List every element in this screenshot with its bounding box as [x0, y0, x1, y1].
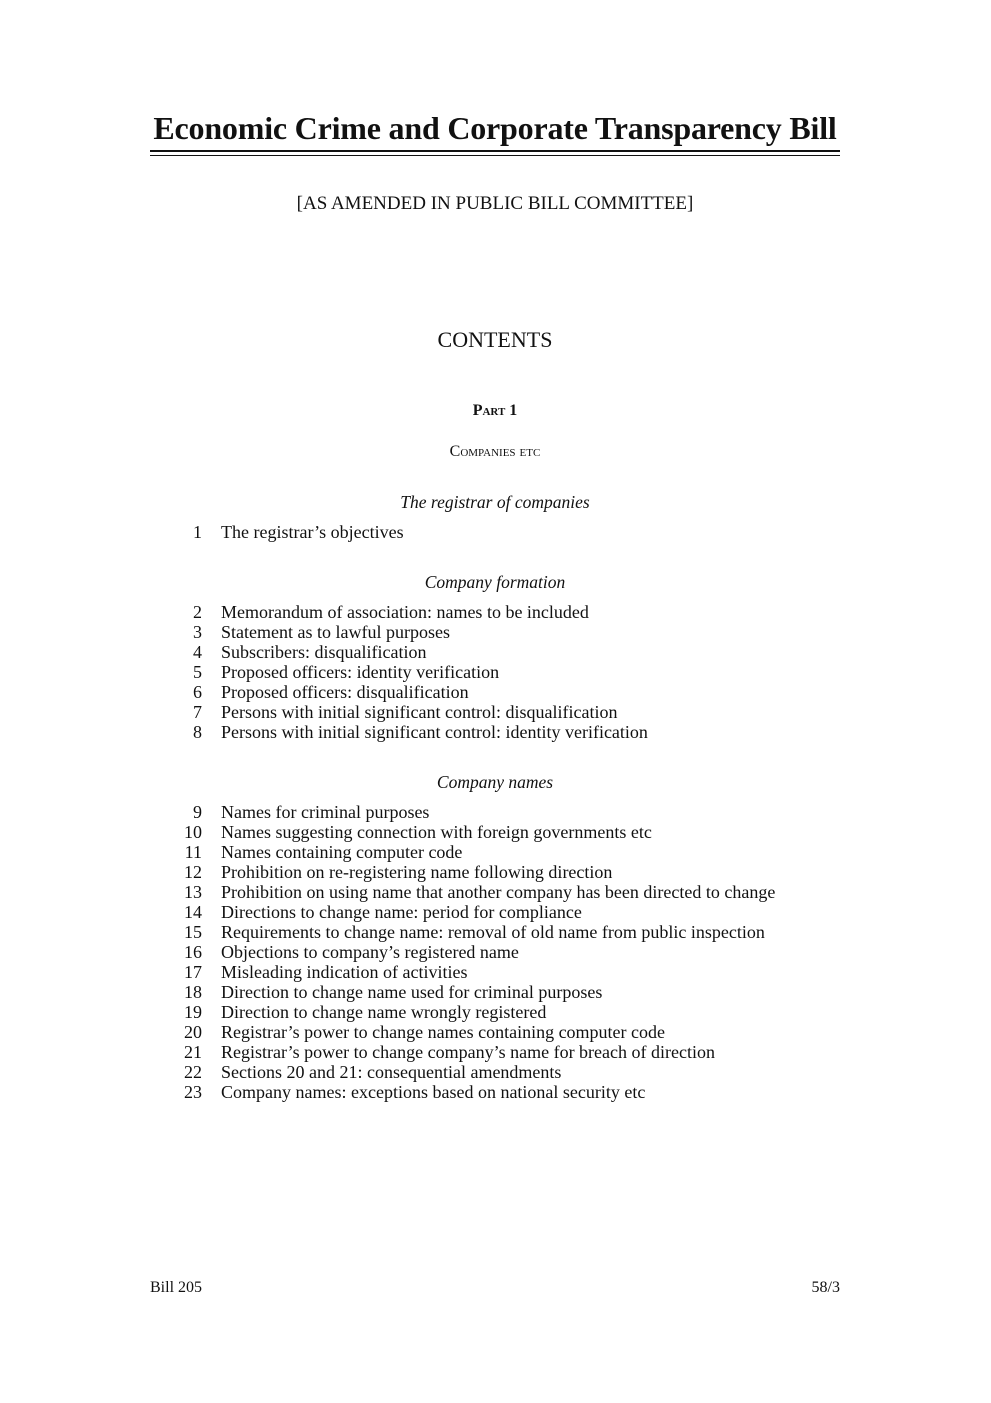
clause-title: Names suggesting connection with foreign governments etc — [221, 822, 652, 842]
clause-title: Names containing computer code — [221, 842, 463, 862]
clause-title: Requirements to change name: removal of old name from public inspection — [221, 922, 765, 942]
toc-entry[interactable] — [150, 842, 850, 862]
toc-entry[interactable] — [150, 982, 850, 1002]
clause-title: Registrar’s power to change names containing computer code — [221, 1022, 666, 1042]
toc-entry[interactable] — [150, 1022, 850, 1042]
toc-entry[interactable] — [150, 1042, 850, 1062]
clause-title: Prohibition on re-registering name following direction — [221, 862, 613, 882]
toc-entry[interactable] — [150, 1082, 850, 1102]
clause-number: 9 — [193, 802, 202, 822]
clause-title: Registrar’s power to change company’s name for breach of direction — [221, 1042, 715, 1062]
page-reference: 58/3 — [811, 1279, 840, 1296]
clause-number: 10 — [184, 822, 202, 842]
clause-title: Subscribers: disqualification — [221, 642, 427, 662]
toc-entry[interactable] — [150, 902, 850, 922]
clause-number: 18 — [184, 982, 202, 1002]
clause-title: Memorandum of association: names to be included — [221, 602, 589, 622]
clause-number: 3 — [193, 622, 202, 642]
clause-title: Proposed officers: identity verification — [221, 662, 500, 682]
toc-entry[interactable] — [150, 662, 850, 682]
clause-title: Prohibition on using name that another company has been directed to change — [221, 882, 776, 902]
clause-title: Persons with initial significant control: disqualification — [221, 702, 618, 722]
amendment-status: [AS AMENDED IN PUBLIC BILL COMMITTEE] — [296, 193, 694, 214]
clause-number: 16 — [184, 942, 202, 962]
clause-number: 22 — [184, 1062, 202, 1082]
contents-heading: CONTENTS — [437, 327, 553, 352]
clause-number: 6 — [193, 682, 202, 702]
title-rule-thin — [150, 155, 840, 156]
clause-number: 4 — [193, 642, 202, 662]
toc-entry[interactable] — [150, 862, 850, 882]
clause-title: Proposed officers: disqualification — [221, 682, 469, 702]
clause-number: 12 — [184, 862, 202, 882]
clause-title: Statement as to lawful purposes — [221, 622, 450, 642]
clause-number: 14 — [184, 902, 202, 922]
title-rule-thick — [150, 150, 840, 152]
clause-number: 8 — [193, 722, 202, 742]
clause-number: 7 — [193, 702, 202, 722]
clause-number: 2 — [193, 602, 202, 622]
clause-title: Objections to company’s registered name — [221, 942, 519, 962]
clause-number: 20 — [184, 1022, 202, 1042]
toc-entry[interactable] — [150, 882, 850, 902]
toc-entry[interactable] — [150, 722, 850, 742]
document-title: Economic Crime and Corporate Transparency Bill — [153, 110, 837, 146]
clause-title: Direction to change name used for criminal purposes — [221, 982, 603, 1002]
bill-number: Bill 205 — [150, 1279, 203, 1296]
clause-title: Company names: exceptions based on national security etc — [221, 1082, 646, 1102]
toc-entry[interactable] — [150, 822, 850, 842]
clause-title: Misleading indication of activities — [221, 962, 468, 982]
toc-entry[interactable] — [150, 642, 850, 662]
toc-entry[interactable] — [150, 922, 850, 942]
toc-entry[interactable] — [150, 602, 850, 622]
section-heading: The registrar of companies — [400, 492, 590, 512]
clause-number: 13 — [184, 882, 202, 902]
clause-title: The registrar’s objectives — [221, 522, 404, 542]
toc-entry[interactable] — [150, 682, 850, 702]
clause-title: Sections 20 and 21: consequential amendments — [221, 1062, 562, 1082]
toc-entry[interactable] — [150, 1062, 850, 1082]
toc-entry[interactable] — [150, 942, 850, 962]
clause-number: 17 — [184, 962, 202, 982]
clause-number: 23 — [184, 1082, 202, 1102]
clause-title: Names for criminal purposes — [221, 802, 430, 822]
section-heading: Company names — [436, 772, 554, 792]
toc-entry[interactable] — [150, 522, 850, 542]
clause-title: Directions to change name: period for compliance — [221, 902, 582, 922]
clause-number: 19 — [184, 1002, 202, 1022]
clause-title: Direction to change name wrongly registered — [221, 1002, 547, 1022]
clause-title: Persons with initial significant control: identity verification — [221, 722, 648, 742]
toc-entry[interactable] — [150, 962, 850, 982]
toc-entry[interactable] — [150, 802, 850, 822]
toc-entry[interactable] — [150, 1002, 850, 1022]
part-label: Part 1 — [472, 402, 518, 419]
toc-entry[interactable] — [150, 702, 850, 722]
clause-number: 21 — [184, 1042, 202, 1062]
clause-number: 5 — [193, 662, 202, 682]
section-heading: Company formation — [424, 572, 566, 592]
part-name: Companies etc — [449, 443, 541, 460]
clause-number: 1 — [193, 522, 202, 542]
clause-number: 15 — [184, 922, 202, 942]
clause-number: 11 — [184, 842, 202, 862]
toc-entry[interactable] — [150, 622, 850, 642]
